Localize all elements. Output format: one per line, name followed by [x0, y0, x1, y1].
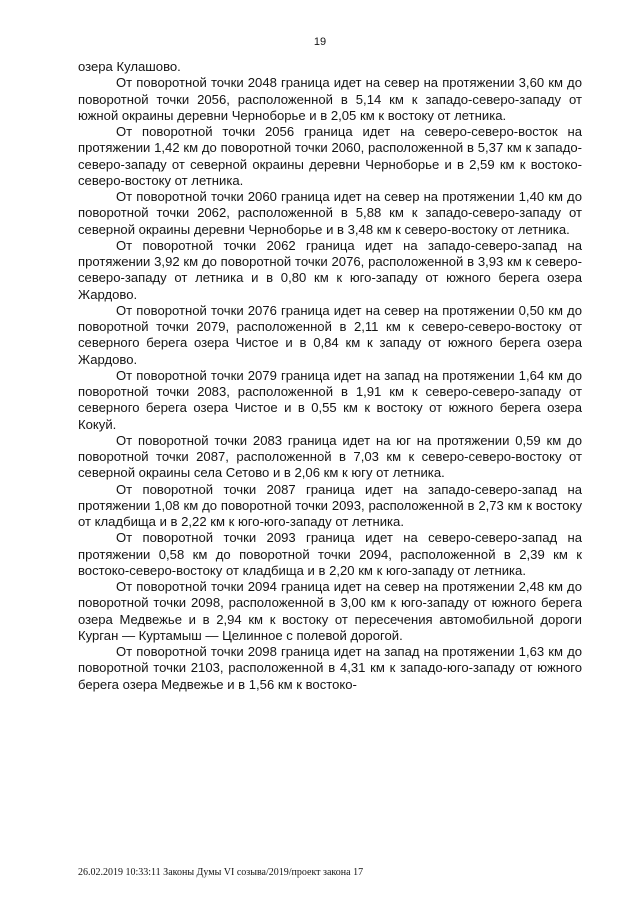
paragraph: От поворотной точки 2087 граница идет на западо-северо-запад на протяжении 1,08 км до поворотной точки 2093, расположенной в 2,73 км к востоку от кладбища и в 2,22 км к юго-юго-западу от летника. [78, 481, 582, 529]
paragraph: От поворотной точки 2062 граница идет на западо-северо-запад на протяжении 3,92 км до поворотной точки 2076, расположенной в 3,93 км к северо-северо-западу от летника и в 0,80 км к юго-западу от южного берега озера Жардово. [78, 237, 582, 302]
document-body [78, 59, 582, 693]
paragraph: От поворотной точки 2093 граница идет на северо-северо-запад на протяжении 0,58 км до поворотной точки 2094, расположенной в 2,39 км к востоко-северо-востоку от кладбища и в 2,20 км к юго-западу от летника. [78, 530, 582, 578]
paragraph: От поворотной точки 2076 граница идет на север на протяжении 0,50 км до поворотной точки 2079, расположенной в 2,11 км к северо-северо-востоку от северного берега озера Чистое и в 0,84 км к западу от южного берега озера Жардово. [78, 302, 582, 367]
paragraph-continuation: озера Кулашово. [78, 59, 181, 74]
paragraph: От поворотной точки 2098 граница идет на запад на протяжении 1,63 км до поворотной точки 2103, расположенной в 4,31 км к западо-юго-западу от южного берега озера Медвежье и в 1,56 км к востоко- [78, 644, 582, 692]
page-number: 19 [313, 36, 327, 48]
paragraph: От поворотной точки 2048 граница идет на север на протяжении 3,60 км до поворотной точки 2056, расположенной в 5,14 км к западо-северо-западу от южной окраины деревни Черноборье и в 2,05 км к востоку от летника. [78, 75, 582, 123]
paragraph: От поворотной точки 2079 граница идет на запад на протяжении 1,64 км до поворотной точки 2083, расположенной в 1,91 км к северо-северо-западу от северного берега озера Чистое и в 0,55 км к востоку от южного берега озера Кокуй. [78, 367, 582, 432]
paragraph: От поворотной точки 2056 граница идет на северо-северо-восток на протяжении 1,42 км до поворотной точки 2060, расположенной в 5,37 км к западо-северо-западу от северной окраины деревни Черноборье и в 2,59 км к востоко-северо-востоку от летника. [78, 124, 582, 188]
paragraph: От поворотной точки 2060 граница идет на север на протяжении 1,40 км до поворотной точки 2062, расположенной в 5,88 км к западо-северо-западу от северной окраины деревни Черноборье и в 3,48 км к северо-востоку от летника. [78, 189, 582, 237]
footer-stamp: 26.02.2019 10:33:11 Законы Думы VI созыва/2019/проект закона 17 [78, 867, 364, 878]
paragraph: От поворотной точки 2083 граница идет на юг на протяжении 0,59 км до поворотной точки 2087, расположенной в 7,03 км к северо-северо-востоку от северной окраины села Сетово и в 2,06 км к югу от летника. [78, 432, 582, 481]
paragraph: От поворотной точки 2094 граница идет на север на протяжении 2,48 км до поворотной точки 2098, расположенной в 3,00 км к юго-западу от южного берега озера Медвежье и в 2,94 км к востоку от пересечения автомобильной дороги Курган — Куртамыш — Целинное с полевой дорогой. [78, 579, 582, 643]
